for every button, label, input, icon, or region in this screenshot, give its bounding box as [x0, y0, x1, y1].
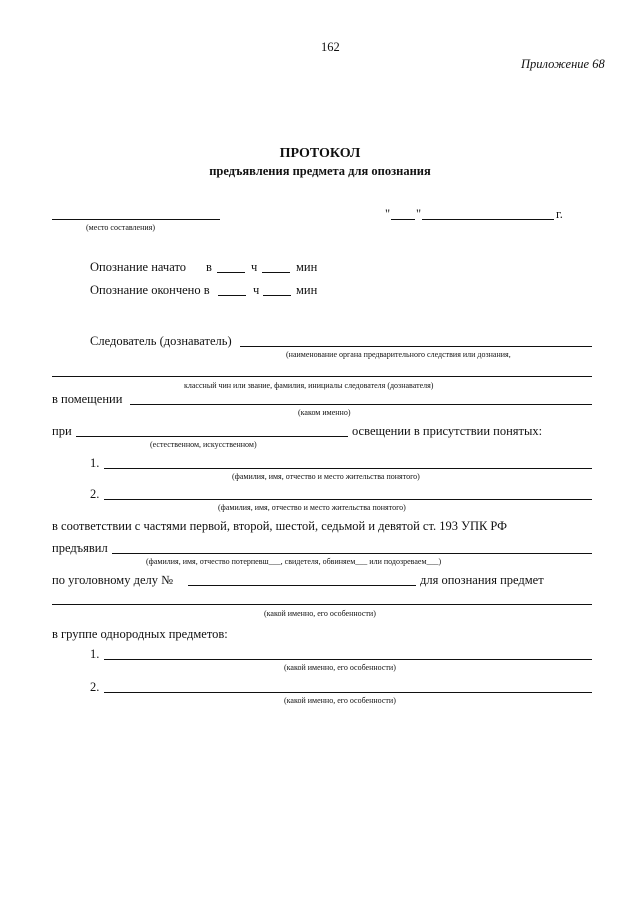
date-day-field[interactable] [391, 219, 415, 220]
end-hours-label: ч [253, 283, 260, 297]
page-number: 162 [321, 40, 340, 54]
witness-2-field[interactable] [104, 499, 592, 500]
start-hours-field[interactable] [217, 272, 245, 273]
group-item-2-number: 2. [90, 680, 100, 694]
group-item-1-number: 1. [90, 647, 100, 661]
group-item-1-field[interactable] [104, 659, 592, 660]
investigator-caption-1: (наименование органа предварительного следствия или дознания, [286, 350, 511, 359]
investigator-field-1[interactable] [240, 346, 592, 347]
witness-2-number: 2. [90, 487, 100, 501]
date-quote-open: " [385, 207, 391, 221]
room-field[interactable] [130, 404, 592, 405]
witness-1-number: 1. [90, 456, 100, 470]
end-minutes-label: мин [296, 283, 318, 297]
start-hours-label: ч [251, 260, 258, 274]
object-field[interactable] [52, 604, 592, 605]
group-item-2-caption: (какой именно, его особенности) [284, 696, 396, 705]
investigator-label: Следователь (дознаватель) [90, 334, 232, 348]
lighting-post-label: освещении в присутствии понятых: [352, 424, 543, 438]
document-subtitle: предъявления предмета для опознания [209, 164, 431, 178]
start-in-label: в [206, 260, 212, 274]
end-label: Опознание окончено в [90, 283, 210, 297]
witness-1-caption: (фамилия, имя, отчество и место жительства понятого) [232, 472, 420, 481]
group-label: в группе однородных предметов: [52, 627, 228, 641]
year-suffix: г. [556, 207, 563, 221]
investigator-caption-2: классный чин или звание, фамилия, инициалы следователя (дознавателя) [184, 381, 434, 390]
witness-1-field[interactable] [104, 468, 592, 469]
presented-caption: (фамилия, имя, отчество потерпевш___, свидетеля, обвиняем___ или подозреваем___) [146, 557, 442, 566]
date-quote-close: " [416, 207, 422, 221]
appendix-label: Приложение 68 [521, 57, 605, 71]
legal-basis-text: в соответствии с частями первой, второй, шестой, седьмой и девятой ст. 193 УПК РФ [52, 519, 508, 533]
case-number-field[interactable] [188, 585, 416, 586]
lighting-caption: (естественном, искусственном) [150, 440, 257, 449]
end-minutes-field[interactable] [263, 295, 291, 296]
start-minutes-label: мин [296, 260, 318, 274]
place-field[interactable] [52, 219, 220, 220]
start-minutes-field[interactable] [262, 272, 290, 273]
presented-label: предъявил [52, 541, 108, 555]
case-post-label: для опознания предмет [420, 573, 544, 587]
start-label: Опознание начато [90, 260, 186, 274]
investigator-field-2[interactable] [52, 376, 592, 377]
witness-2-caption: (фамилия, имя, отчество и место жительства понятого) [218, 503, 406, 512]
object-caption: (какой именно, его особенности) [264, 609, 376, 618]
case-label: по уголовному делу № [52, 573, 174, 587]
room-label: в помещении [52, 392, 123, 406]
document-title: ПРОТОКОЛ [279, 146, 361, 161]
lighting-pre-label: при [52, 424, 72, 438]
lighting-field[interactable] [76, 436, 348, 437]
date-month-year-field[interactable] [422, 219, 554, 220]
group-item-2-field[interactable] [104, 692, 592, 693]
group-item-1-caption: (какой именно, его особенности) [284, 663, 396, 672]
room-caption: (каком именно) [298, 408, 351, 417]
end-hours-field[interactable] [218, 295, 246, 296]
place-caption: (место составления) [86, 223, 155, 232]
presented-field[interactable] [112, 553, 592, 554]
